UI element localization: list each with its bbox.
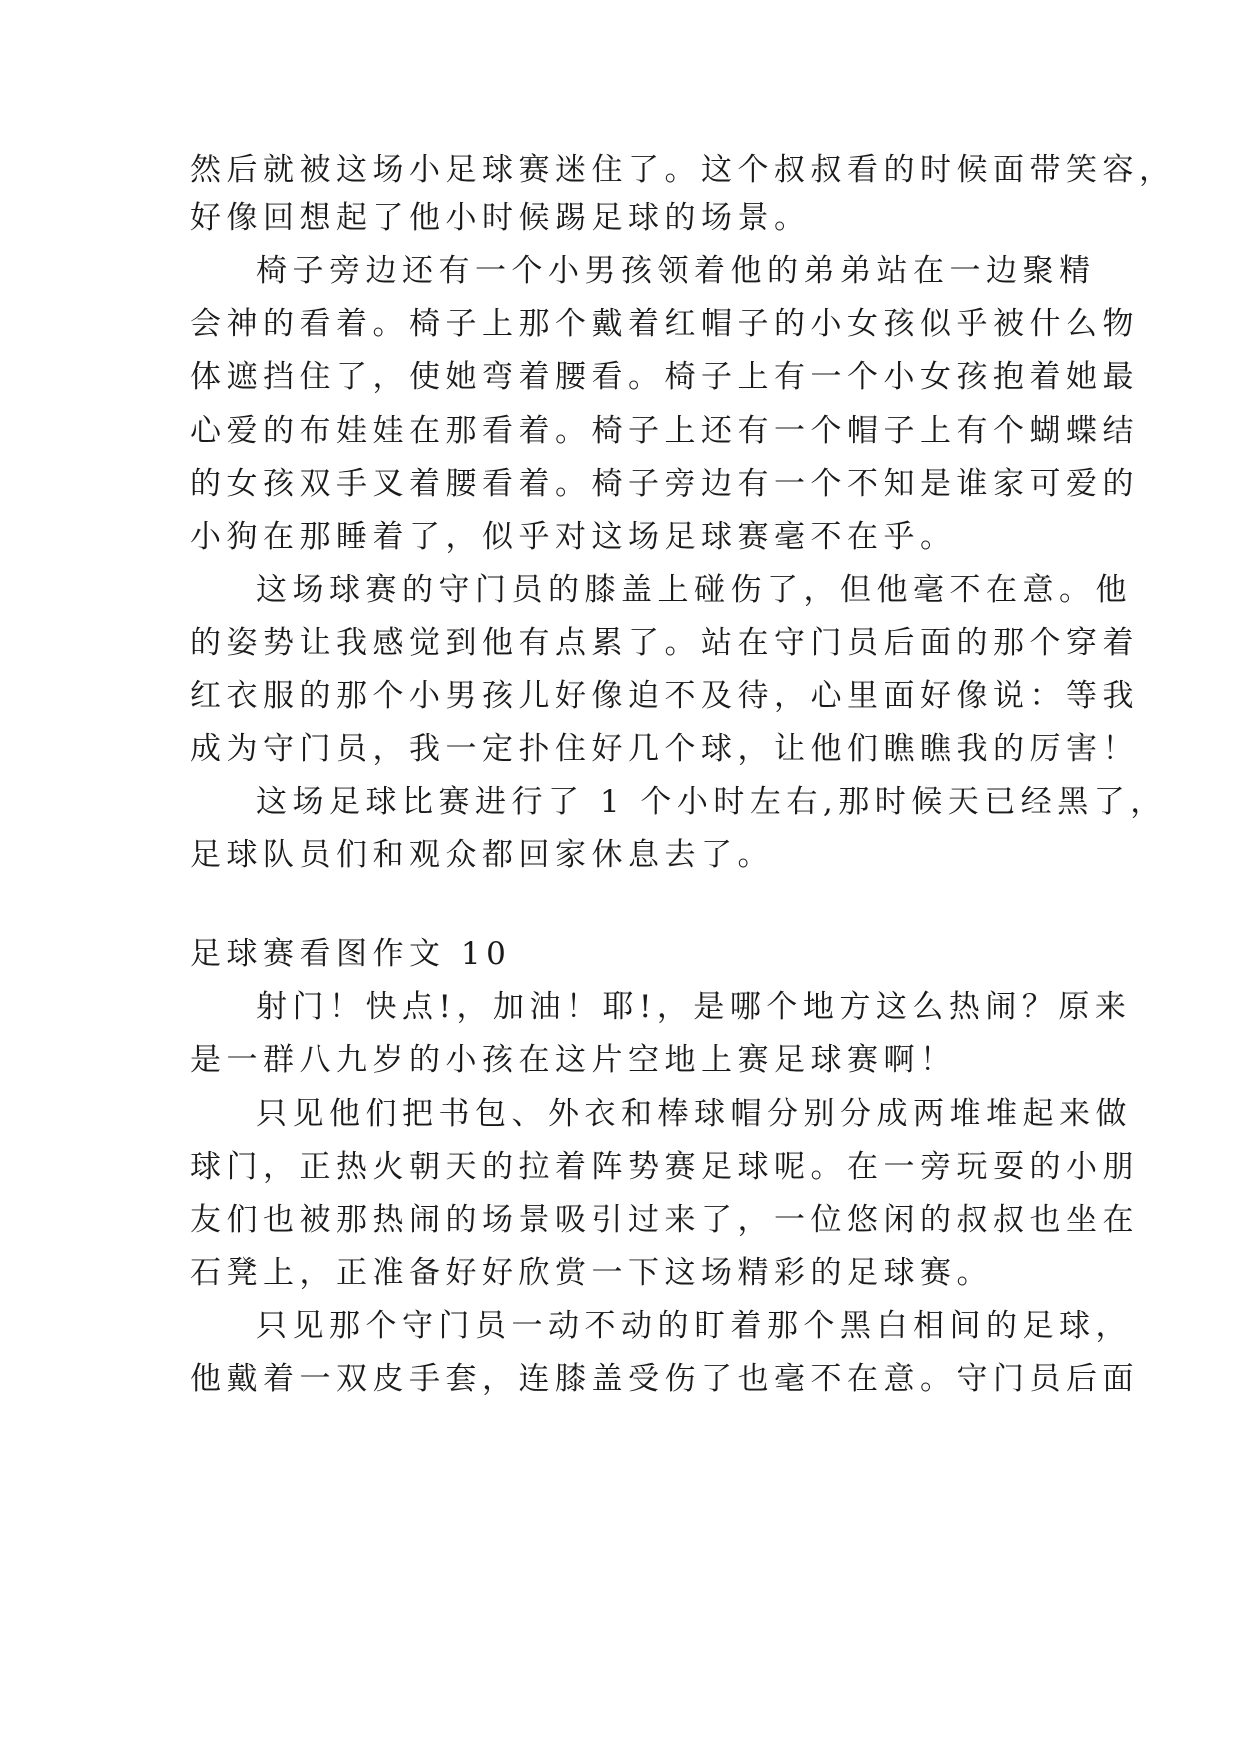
text-line: 心爱的布娃娃在那看着。椅子上还有一个帽子上有个蝴蝶结 [190,413,1139,449]
paragraph-start: 只见他们把书包、外衣和棒球帽分别分成两堆堆起来做 [256,1096,1132,1132]
paragraph-start: 椅子旁边还有一个小男孩领着他的弟弟站在一边聚精 [256,253,1096,289]
paragraph-start: 这场球赛的守门员的膝盖上碰伤了，但他毫不在意。他 [256,572,1132,608]
text-line: 的女孩双手叉着腰看着。椅子旁边有一个不知是谁家可爱的 [190,466,1139,502]
text-line: 他戴着一双皮手套，连膝盖受伤了也毫不在意。守门员后面 [190,1361,1139,1397]
text-line: 友们也被那热闹的场景吸引过来了，一位悠闲的叔叔也坐在 [190,1202,1139,1238]
text-line: 体遮挡住了，使她弯着腰看。椅子上有一个小女孩抱着她最 [190,359,1139,395]
section-heading: 足球赛看图作文 10 [190,936,512,972]
text-line: 红衣服的那个小男孩儿好像迫不及待，心里面好像说：等我 [190,678,1139,714]
text-line: 然后就被这场小足球赛迷住了。这个叔叔看的时候面带笑容， [190,152,1176,188]
text-line: 足球队员们和观众都回家休息去了。 [190,837,774,873]
paragraph-start: 这场足球比赛进行了 1 个小时左右,那时候天已经黑了， [256,784,1167,820]
text-line: 成为守门员，我一定扑住好几个球，让他们瞧瞧我的厉害！ [190,731,1139,767]
text-line: 球门，正热火朝天的拉着阵势赛足球呢。在一旁玩耍的小朋 [190,1149,1139,1185]
text-line: 小狗在那睡着了，似乎对这场足球赛毫不在乎。 [190,519,957,555]
text-line: 会神的看着。椅子上那个戴着红帽子的小女孩似乎被什么物 [190,306,1139,342]
text-line: 是一群八九岁的小孩在这片空地上赛足球赛啊！ [190,1042,957,1078]
paragraph-start: 射门！快点!，加油！耶!，是哪个地方这么热闹？原来 [256,989,1132,1025]
text-line: 的姿势让我感觉到他有点累了。站在守门员后面的那个穿着 [190,625,1139,661]
text-line: 石凳上，正准备好好欣赏一下这场精彩的足球赛。 [190,1255,993,1291]
text-line: 好像回想起了他小时候踢足球的场景。 [190,200,811,236]
paragraph-start: 只见那个守门员一动不动的盯着那个黑白相间的足球， [256,1308,1132,1344]
